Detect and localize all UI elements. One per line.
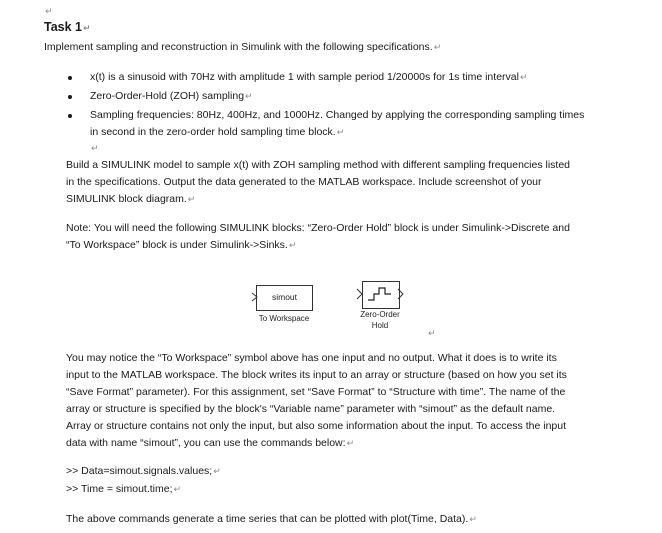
intro-text: Implement sampling and reconstruction in Simulink with the following specifications.↵ — [44, 41, 442, 53]
closing-text: The above commands generate a time series that can be plotted with plot(Time, Data).↵ — [66, 513, 477, 525]
body-paragraph-line: You may notice the “To Workspace” symbol above has one input and no output. What it does is to write its — [66, 352, 557, 364]
bullet-dot — [68, 114, 72, 118]
staircase-signal-icon — [366, 284, 394, 304]
zoh-caption-line1: Zero-Order — [360, 310, 400, 319]
body-paragraph-line: array or structure is specified by the block's “Variable name” parameter with “simout” as the default name. — [66, 403, 556, 415]
list-item-continuation: in second in the zero-order hold sampling time block.↵ — [90, 126, 345, 138]
paragraph-mark: ↵ — [45, 6, 53, 16]
input-port-icon — [355, 287, 365, 301]
list-item: x(t) is a sinusoid with 70Hz with amplitude 1 with sample period 1/20000s for 1s time interval↵ — [90, 71, 528, 83]
note-line: Note: You will need the following SIMULINK blocks: “Zero-Order Hold” block is under Simulink->Discrete and — [66, 222, 570, 234]
note-line: “To Workspace” block is under Simulink->Sinks.↵ — [66, 239, 297, 251]
body-paragraph-line: input to the MATLAB workspace. The block writes its input to an array or structure (based on how you set its — [66, 369, 567, 381]
to-workspace-caption: To Workspace — [258, 314, 310, 323]
body-paragraph-line: Array or structure contains not only the input, but also some information about the input. To access the input — [66, 420, 567, 432]
bullet-dot — [68, 76, 72, 80]
list-item: Zero-Order-Hold (ZOH) sampling↵ — [90, 90, 253, 102]
list-item: Sampling frequencies: 80Hz, 400Hz, and 1000Hz. Changed by applying the corresponding sampling times — [90, 109, 585, 121]
to-workspace-inner-label: simout — [271, 292, 298, 302]
body-paragraph-line: Build a SIMULINK model to sample x(t) with ZOH sampling method with different sampling frequencies listed — [66, 159, 571, 171]
output-port-icon — [396, 287, 406, 301]
zoh-caption-line2: Hold — [371, 321, 389, 330]
paragraph-mark: ↵ — [428, 328, 436, 338]
paragraph-mark: ↵ — [91, 143, 99, 153]
code-line: >> Time = simout.time;↵ — [66, 483, 182, 495]
body-paragraph-line: “Save Format” parameter). For this assignment, set “Save Format” to “Structure with time”. The name of the — [66, 386, 566, 398]
body-paragraph-line: data with name “simout”, you can use the commands below:↵ — [66, 437, 355, 449]
body-paragraph-line: in the specifications. Output the data generated to the MATLAB workspace. Include screenshot of your — [66, 176, 542, 188]
page-title: Task 1↵ — [44, 20, 91, 34]
bullet-dot — [68, 95, 72, 99]
code-line: >> Data=simout.signals.values;↵ — [66, 465, 221, 477]
body-paragraph-line: SIMULINK block diagram.↵ — [66, 193, 196, 205]
